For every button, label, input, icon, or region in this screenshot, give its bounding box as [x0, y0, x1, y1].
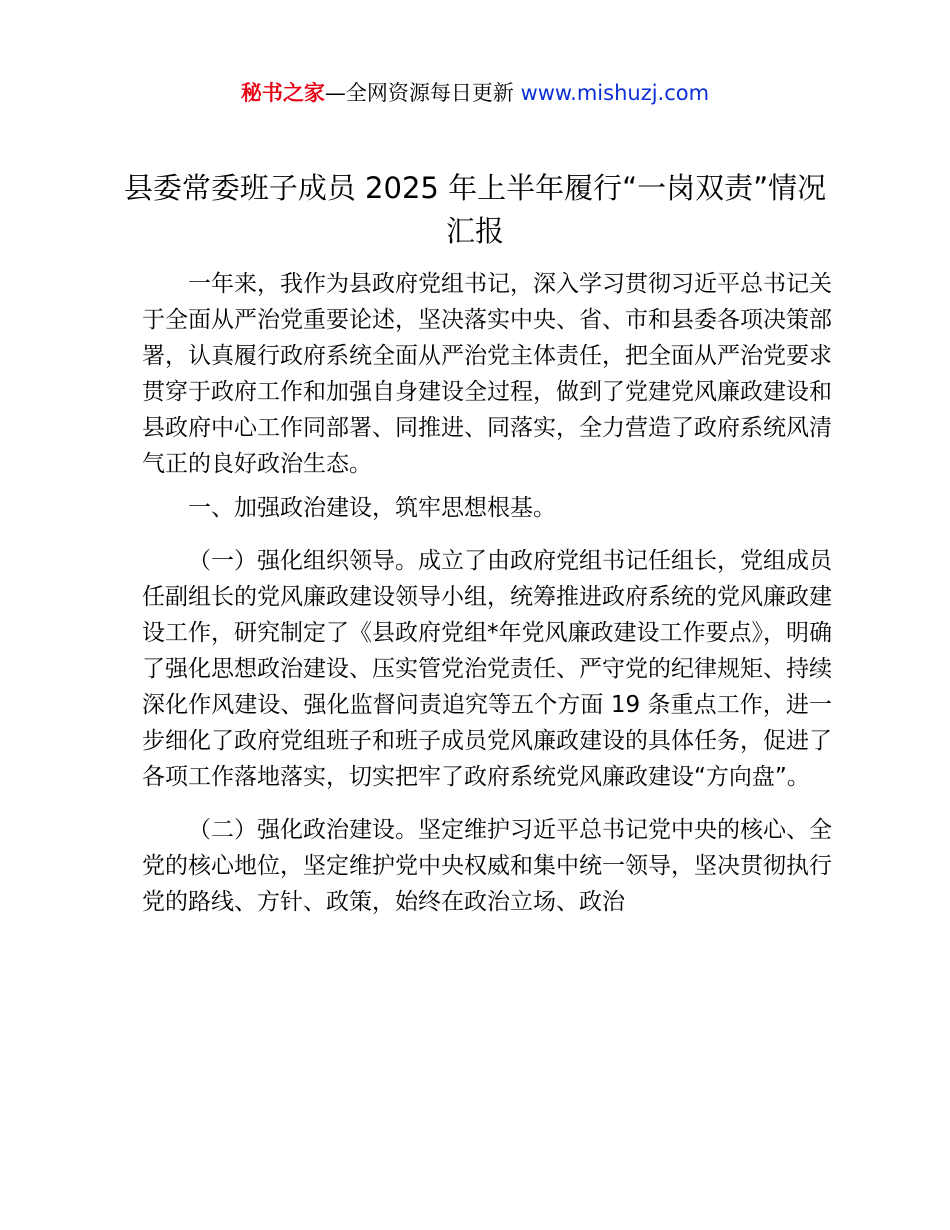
body-paragraph: （二）强化政治建设。坚定维护习近平总书记党中央的核心、全党的核心地位，坚定维护党中央权威和集中统一领导，坚决贯彻执行党的路线、方针、政策，始终在政治立场、政治 [142, 817, 832, 915]
body-paragraph: （一）强化组织领导。成立了由政府党组书记任组长，党组成员任副组长的党风廉政建设领导小组，统筹推进政府系统的党风廉政建设工作，研究制定了《县政府党组*年党风廉政建设工作要点》，明确了强化思想政治建设、压实管党治党责任、严守党的纪律规矩、持续深化作风建设、强化监督问责追究等五个方面 19 条重点工作，进一步细化了政府党组班子和班子成员党风廉政建设的具体任务，促进了各项工作落地落实，切实把牢了政府系统党风廉政建设“方向盘”。 [142, 548, 832, 790]
site-header [0, 78, 950, 108]
section-heading: 一、加强政治建设，筑牢思想根基。 [188, 495, 556, 521]
document-body [142, 266, 832, 920]
site-url-link[interactable]: www.mishuzj.com [520, 81, 710, 105]
brand-name: 秘书之家 [240, 81, 325, 105]
header-tagline: —全网资源每日更新 [324, 81, 521, 105]
intro-paragraph: 一年来，我作为县政府党组书记，深入学习贯彻习近平总书记关于全面从严治党重要论述，坚决落实中央、省、市和县委各项决策部署，认真履行政府系统全面从严治党主体责任，把全面从严治党要求贯穿于政府工作和加强自身建设全过程，做到了党建党风廉政建设和县政府中心工作同部署、同推进、同落实，全力营造了政府系统风清气正的良好政治生态。 [142, 271, 832, 477]
document-title: 县委常委班子成员 2025 年上半年履行“一岗双责”情况汇报 [123, 171, 827, 248]
